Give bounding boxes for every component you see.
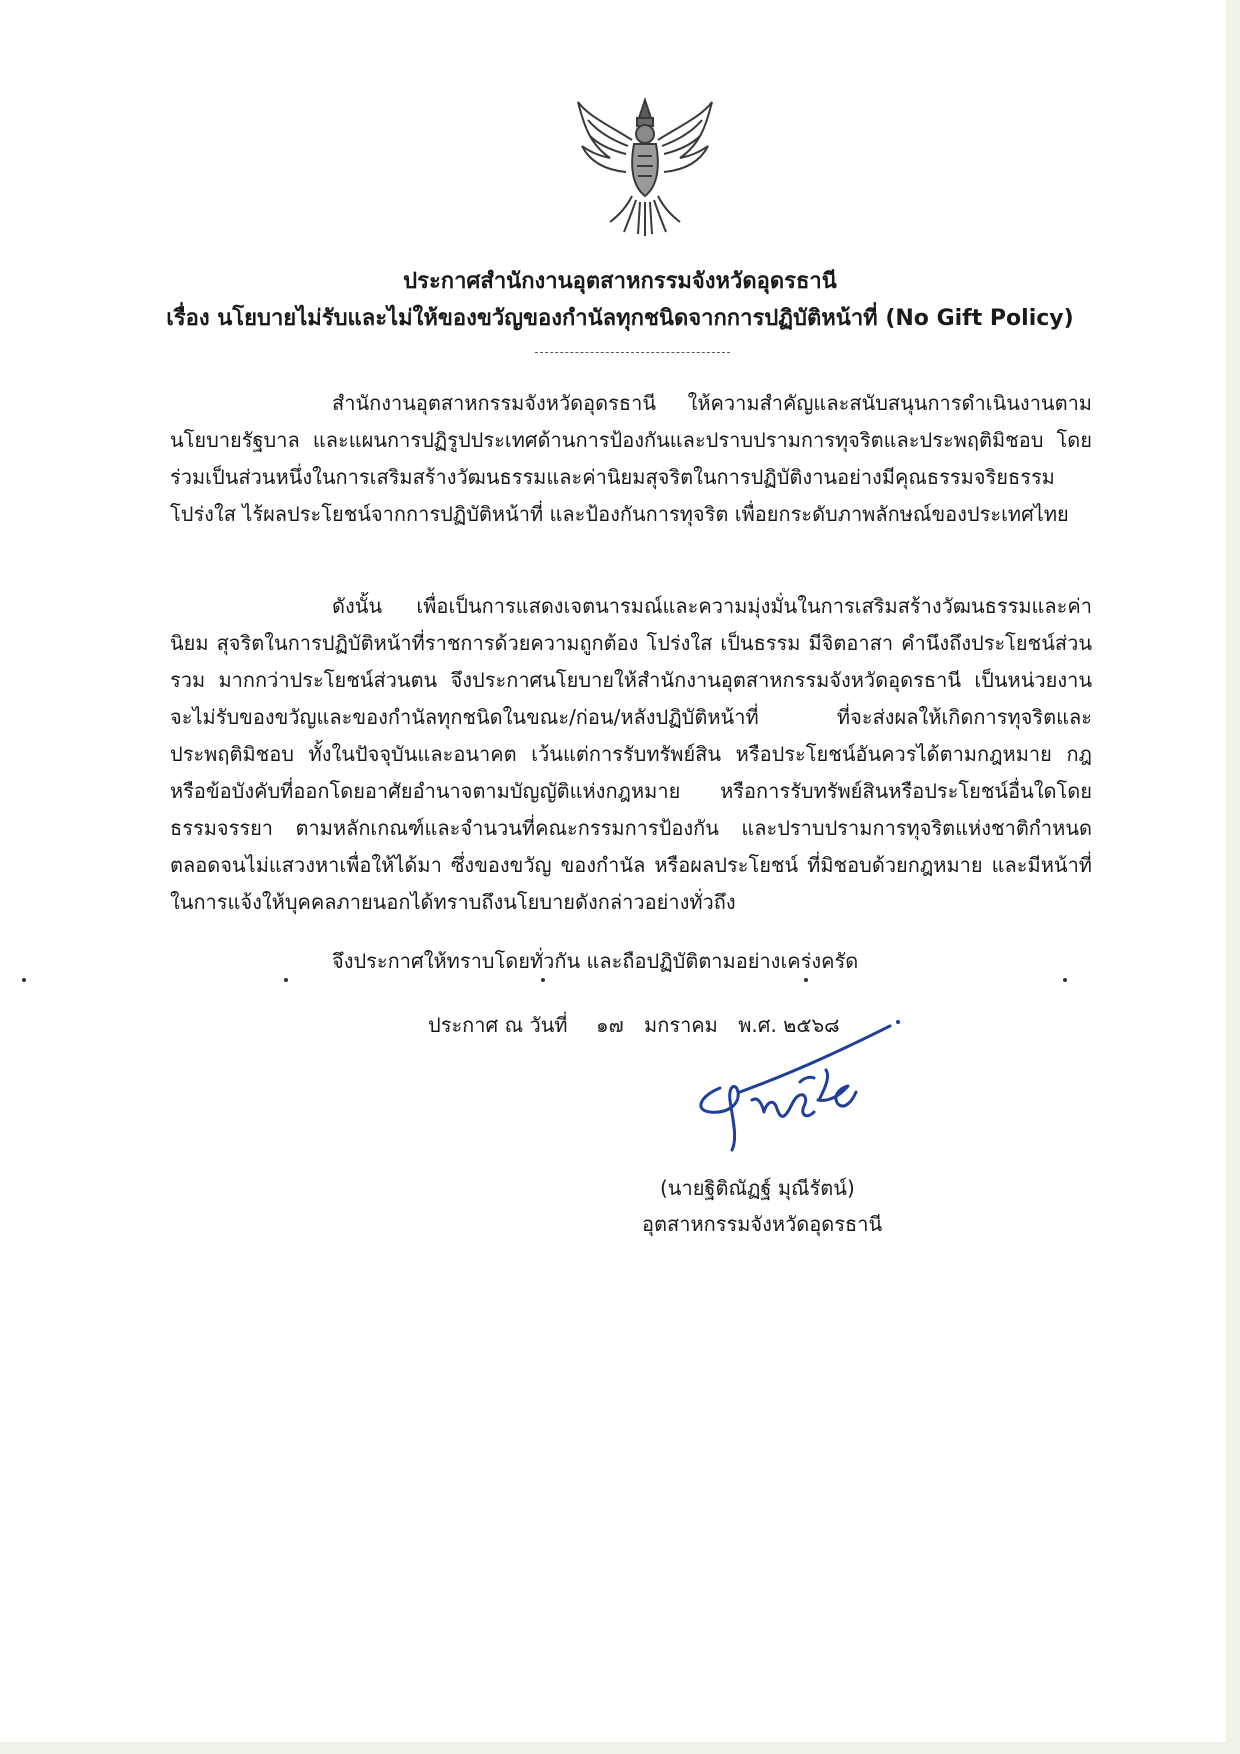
announcement-subject: เรื่อง นโยบายไม่รับและไม่ให้ของขวัญของกำนัลทุกชนิดจากการปฏิบัติหน้าที่ (No Gift Policy)	[166, 306, 1074, 331]
scan-dots	[0, 978, 1240, 984]
date-prefix: ประกาศ ณ วันที่	[428, 1013, 568, 1037]
closing-statement: จึงประกาศให้ทราบโดยทั่วกัน และถือปฏิบัติตามอย่างเคร่งครัด	[332, 949, 859, 973]
garuda-emblem-icon	[570, 96, 720, 238]
handwritten-signature	[680, 1000, 910, 1160]
title-divider	[535, 352, 730, 353]
scan-dot	[22, 978, 26, 982]
date-year: พ.ศ. ๒๕๖๘	[738, 1013, 840, 1037]
scan-edge-bottom	[0, 1742, 1240, 1754]
scan-dot	[284, 978, 288, 982]
signer-position: อุตสาหกรรมจังหวัดอุดรธานี	[642, 1212, 883, 1236]
scan-dot	[1063, 978, 1067, 982]
date-month: มกราคม	[644, 1013, 718, 1037]
date-day: ๑๗	[595, 1013, 624, 1037]
scan-dot	[541, 978, 545, 982]
paragraph-2: ดังนั้น เพื่อเป็นการแสดงเจตนารมณ์และความมุ่งมั่นในการเสริมสร้างวัฒนธรรมและค่านิยม สุจริตในการปฏิบัติหน้าที่ราชการด้วยความถูกต้อง โปร่งใส เป็นธรรม มีจิตอาสา คำนึงถึงประโยชน์ส่วนรวม มากกว่าประโยชน์ส่วนตน จึงประกาศนโยบายให้สำนักงานอุตสาหกรรมจังหวัดอุดรธานี เป็นหน่วยงานจะไม่รับของขวัญและของกำนัลทุกชนิดในขณะ/ก่อน/หลังปฏิบัติหน้าที่ ที่จะส่งผลให้เกิดการทุจริตและประพฤติมิชอบ ทั้งในปัจจุบันและอนาคต เว้นแต่การรับทรัพย์สิน หรือประโยชน์อันควรได้ตามกฎหมาย กฎ หรือข้อบังคับที่ออกโดยอาศัยอำนาจตามบัญญัติแห่งกฎหมาย หรือการรับทรัพย์สินหรือประโยชน์อื่นใดโดยธรรมจรรยา ตามหลักเกณฑ์และจำนวนที่คณะกรรมการป้องกัน และปราบปรามการทุจริตแห่งชาติกำหนด ตลอดจนไม่แสวงหาเพื่อให้ได้มา ซึ่งของขวัญ ของกำนัล หรือผลประโยชน์ ที่มิชอบด้วยกฎหมาย และมีหน้าที่ในการแจ้งให้บุคคลภายนอกได้ทราบถึงนโยบายดังกล่าวอย่างทั่วถึง	[170, 594, 1092, 914]
announcement-title: ประกาศสำนักงานอุตสาหกรรมจังหวัดอุดรธานี	[403, 269, 837, 294]
paragraph-1: สำนักงานอุตสาหกรรมจังหวัดอุดรธานี ให้ความสำคัญและสนับสนุนการดำเนินงานตามนโยบายรัฐบาล และแผนการปฏิรูปประเทศด้านการป้องกันและปราบปรามการทุจริตและประพฤติมิชอบ โดยร่วมเป็นส่วนหนึ่งในการเสริมสร้างวัฒนธรรมและค่านิยมสุจริตในการปฏิบัติงานอย่างมีคุณธรรมจริยธรรม โปร่งใส ไร้ผลประโยชน์จากการปฏิบัติหน้าที่ และป้องกันการทุจริต เพื่อยกระดับภาพลักษณ์ของประเทศไทย	[170, 391, 1092, 526]
signer-name: (นายฐิติณัฏฐ์ มุณีรัตน์)	[660, 1176, 855, 1200]
scan-dot	[804, 978, 808, 982]
